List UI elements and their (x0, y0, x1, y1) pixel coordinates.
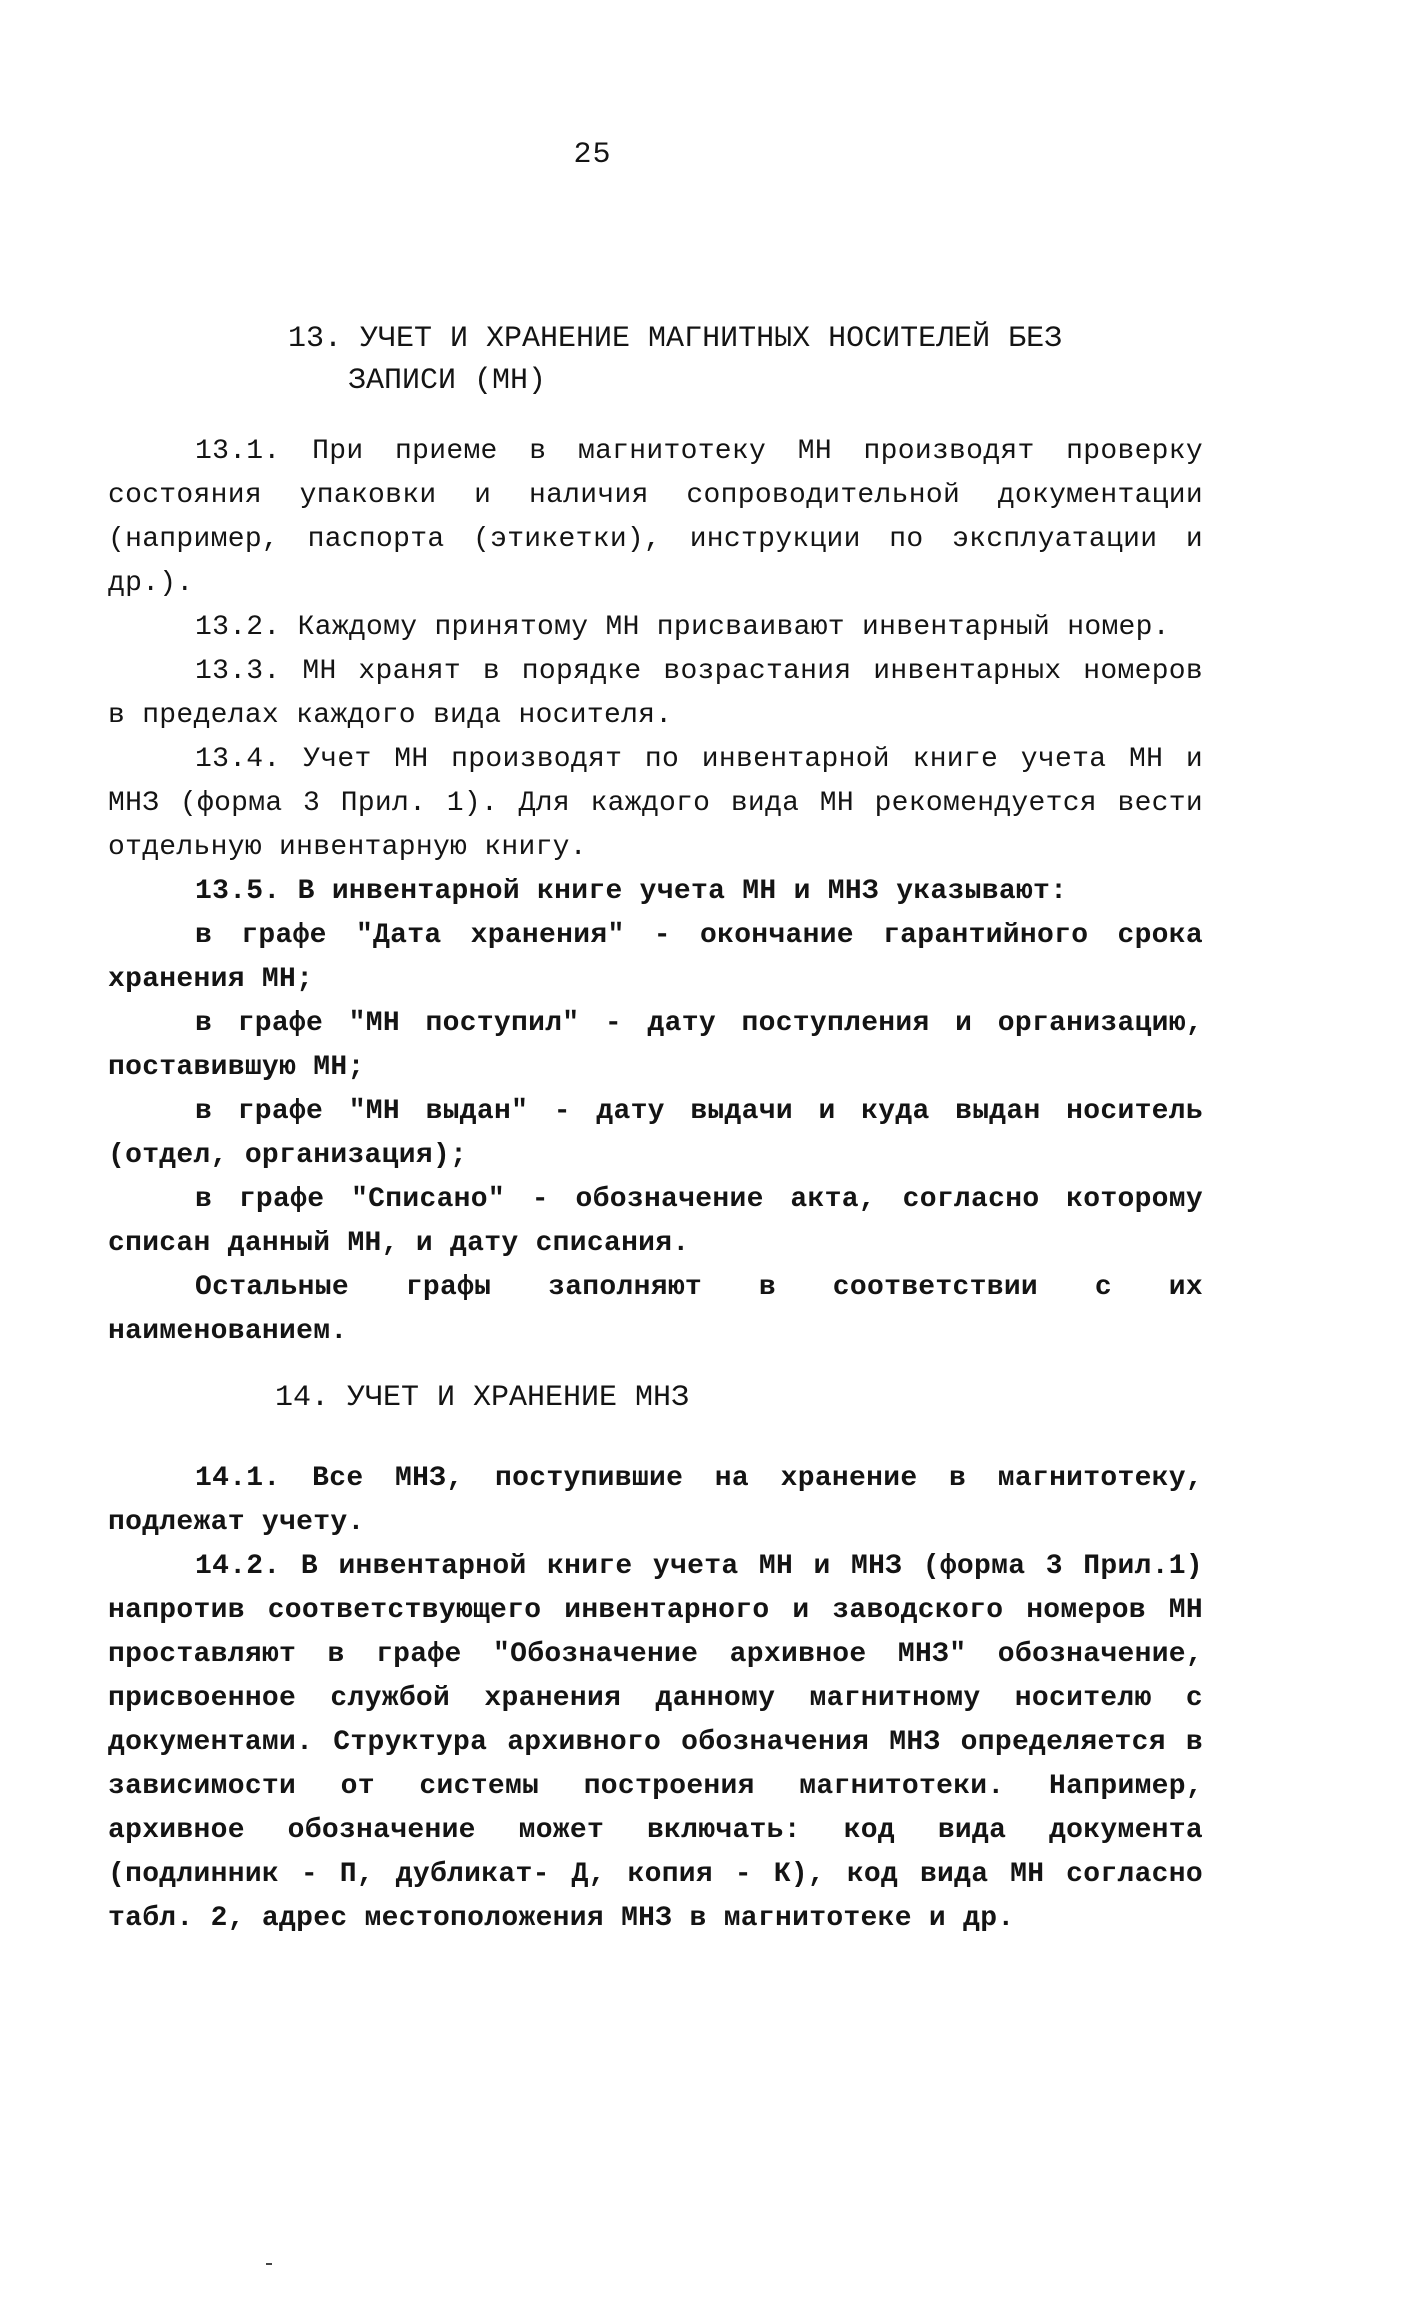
paragraph-14-2: 14.2. В инвентарной книге учета МН и МНЗ (форма 3 Прил.1) напротив соответствующего инвентарного и заводского номеров МН проставляют в графе "Обозначение архивное МНЗ" обозначение, присвоенное службой хранения данному магнитному носителю с документами. Структура архивного обозначения МНЗ определяется в зависимости от системы построения магнитотеки. Например, архивное обозначение может включать: код вида документа (подлинник - П, дубликат- Д, копия - К), код вида МН согласно табл. 2, адрес местоположения МНЗ в магнитотеке и др. (108, 1551, 1203, 1934)
paragraph-13-5-issued: в графе "МН выдан" - дату выдачи и куда выдан носитель (отдел, организация); (108, 1096, 1203, 1171)
paragraph-13-5-date: в графе "Дата хранения" - окончание гарантийного срока хранения МН; (108, 920, 1203, 995)
paragraph-13-1: 13.1. При приеме в магнитотеку МН производят проверку состояния упаковки и наличия сопроводительной документации (например, паспорта (этикетки), инструкции по эксплуатации и др.). (108, 436, 1203, 599)
paragraph-13-5: 13.5. В инвентарной книге учета МН и МНЗ указывают: (195, 876, 1068, 907)
paragraph-13-3: 13.3. МН хранят в порядке возрастания инвентарных номеров в пределах каждого вида носителя. (108, 656, 1203, 731)
paragraph-14-1: 14.1. Все МНЗ, поступившие на хранение в магнитотеку, подлежат учету. (108, 1463, 1203, 1538)
page-number: 25 (573, 138, 612, 172)
section-13-heading-line1: 13. УЧЕТ И ХРАНЕНИЕ МАГНИТНЫХ НОСИТЕЛЕЙ БЕЗ (288, 322, 1063, 356)
paragraph-13-4: 13.4. Учет МН производят по инвентарной книге учета МН и МНЗ (форма 3 Прил. 1). Для каждого вида МН рекомендуется вести отдельную инвентарную книгу. (108, 744, 1203, 863)
paragraph-13-2: 13.2. Каждому принятому МН присваивают инвентарный номер. (195, 612, 1170, 643)
section-13-heading (288, 318, 1062, 402)
paragraph-13-5-other: Остальные графы заполняют в соответствии с их наименованием. (108, 1272, 1203, 1347)
section-13-heading-line2: ЗАПИСИ (МН) (348, 364, 547, 398)
scan-mark (266, 2263, 272, 2265)
paragraph-13-5-received: в графе "МН поступил" - дату поступления и организацию, поставившую МН; (108, 1008, 1203, 1083)
paragraph-13-5-written-off: в графе "Списано" - обозначение акта, согласно которому списан данный МН, и дату списания. (108, 1184, 1203, 1259)
section-14-heading: 14. УЧЕТ И ХРАНЕНИЕ МНЗ (275, 1381, 690, 1415)
